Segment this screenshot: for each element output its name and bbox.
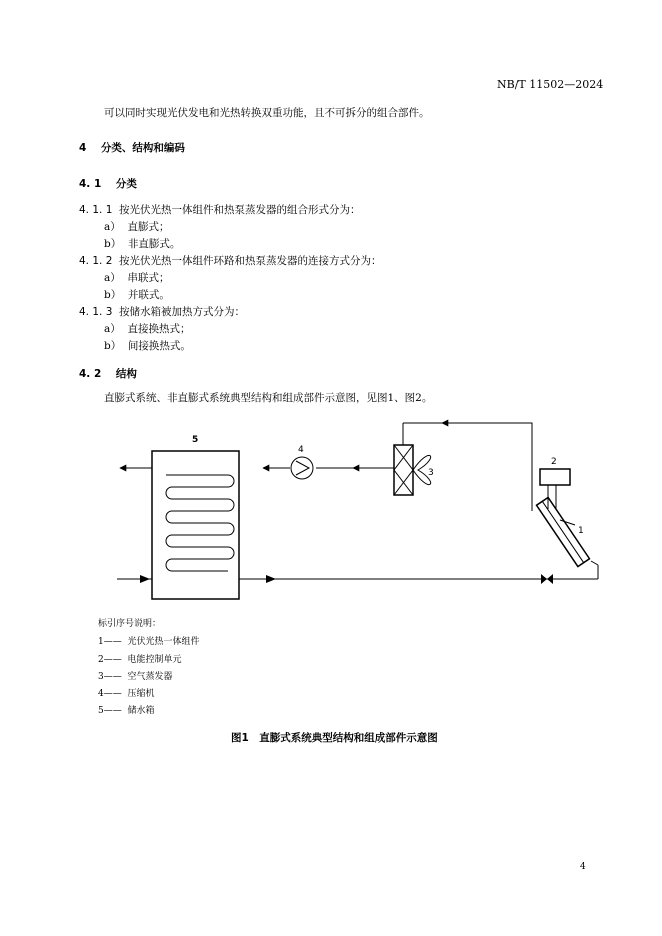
clause-4-1-2 bbox=[79, 254, 382, 268]
structure-paragraph: 直膨式系统、非直膨式系统典型结构和组成部件示意图，见图1、图2。 bbox=[104, 392, 433, 404]
label-tank: 5 bbox=[192, 435, 199, 445]
label-module: 1 bbox=[578, 526, 584, 536]
legend-text: 空气蒸发器 bbox=[127, 672, 173, 682]
list-text: 并联式。 bbox=[127, 289, 170, 301]
air-evaporator bbox=[394, 445, 413, 495]
legend-number: 5—— bbox=[98, 706, 122, 716]
list-mark: b） bbox=[104, 238, 122, 250]
list-text: 串联式； bbox=[127, 272, 170, 284]
clause-text: 按光伏光热一体组件和热泵蒸发器的组合形式分为： bbox=[119, 204, 361, 216]
section-4-1-heading bbox=[79, 177, 137, 191]
tank-coil bbox=[166, 475, 234, 571]
list-mark: b） bbox=[104, 340, 122, 352]
list-text: 非直膨式。 bbox=[127, 238, 181, 250]
legend-text: 压缩机 bbox=[127, 689, 155, 699]
label-evaporator: 3 bbox=[428, 468, 434, 478]
section-4-2-heading bbox=[79, 367, 137, 381]
figure-caption: 图1 直膨式系统典型结构和组成部件示意图 bbox=[231, 732, 438, 744]
water-tank bbox=[152, 451, 239, 599]
energy-control-unit bbox=[540, 469, 570, 485]
list-item bbox=[104, 339, 191, 353]
legend-text: 光伏光热一体组件 bbox=[127, 637, 200, 647]
clause-4-1-3 bbox=[79, 305, 245, 319]
list-mark: a） bbox=[104, 221, 121, 233]
list-text: 直接换热式； bbox=[127, 323, 191, 335]
legend-number: 2—— bbox=[98, 655, 122, 665]
system-diagram bbox=[0, 415, 662, 615]
label-control: 2 bbox=[551, 457, 557, 467]
section-4-heading bbox=[79, 141, 185, 155]
clause-number: 4. 1. 3 bbox=[79, 306, 113, 318]
clause-number: 4. 1. 1 bbox=[79, 204, 113, 216]
legend-title: 标引序号说明： bbox=[98, 619, 162, 629]
intro-paragraph: 可以同时实现光伏发电和光热转换双重功能，且不可拆分的组合部件。 bbox=[104, 107, 430, 119]
list-text: 直膨式； bbox=[127, 221, 170, 233]
list-item bbox=[104, 322, 190, 336]
list-mark: a） bbox=[104, 323, 121, 335]
list-text: 间接换热式。 bbox=[127, 340, 191, 352]
section-title: 分类、结构和编码 bbox=[100, 142, 185, 154]
pipe-module-evap bbox=[443, 423, 532, 511]
legend-text: 电能控制单元 bbox=[127, 655, 182, 665]
clause-number: 4. 1. 2 bbox=[79, 255, 113, 267]
label-compressor: 4 bbox=[298, 445, 304, 455]
page-number: 4 bbox=[580, 862, 586, 872]
valve bbox=[541, 574, 553, 584]
clause-text: 按光伏光热一体组件环路和热泵蒸发器的连接方式分为： bbox=[119, 255, 382, 267]
legend-number: 4—— bbox=[98, 689, 122, 699]
legend-item bbox=[98, 687, 154, 701]
section-number: 4. 2 bbox=[79, 368, 102, 380]
list-item bbox=[104, 288, 170, 302]
clause-4-1-1 bbox=[79, 203, 361, 217]
standard-number: NB/T 11502—2024 bbox=[497, 78, 604, 91]
section-number: 4 bbox=[79, 142, 87, 154]
list-item bbox=[104, 271, 169, 285]
section-title: 分类 bbox=[115, 178, 137, 190]
legend-item bbox=[98, 653, 181, 667]
legend-item bbox=[98, 704, 154, 718]
legend-number: 1—— bbox=[98, 637, 122, 647]
list-mark: b） bbox=[104, 289, 122, 301]
section-title: 结构 bbox=[115, 368, 137, 380]
list-item bbox=[104, 237, 180, 251]
legend-item bbox=[98, 635, 199, 649]
legend-item bbox=[98, 670, 172, 684]
list-item bbox=[104, 220, 169, 234]
legend-number: 3—— bbox=[98, 672, 122, 682]
section-number: 4. 1 bbox=[79, 178, 102, 190]
clause-text: 按储水箱被加热方式分为： bbox=[119, 306, 245, 318]
legend-text: 储水箱 bbox=[127, 706, 155, 716]
list-mark: a） bbox=[104, 272, 121, 284]
